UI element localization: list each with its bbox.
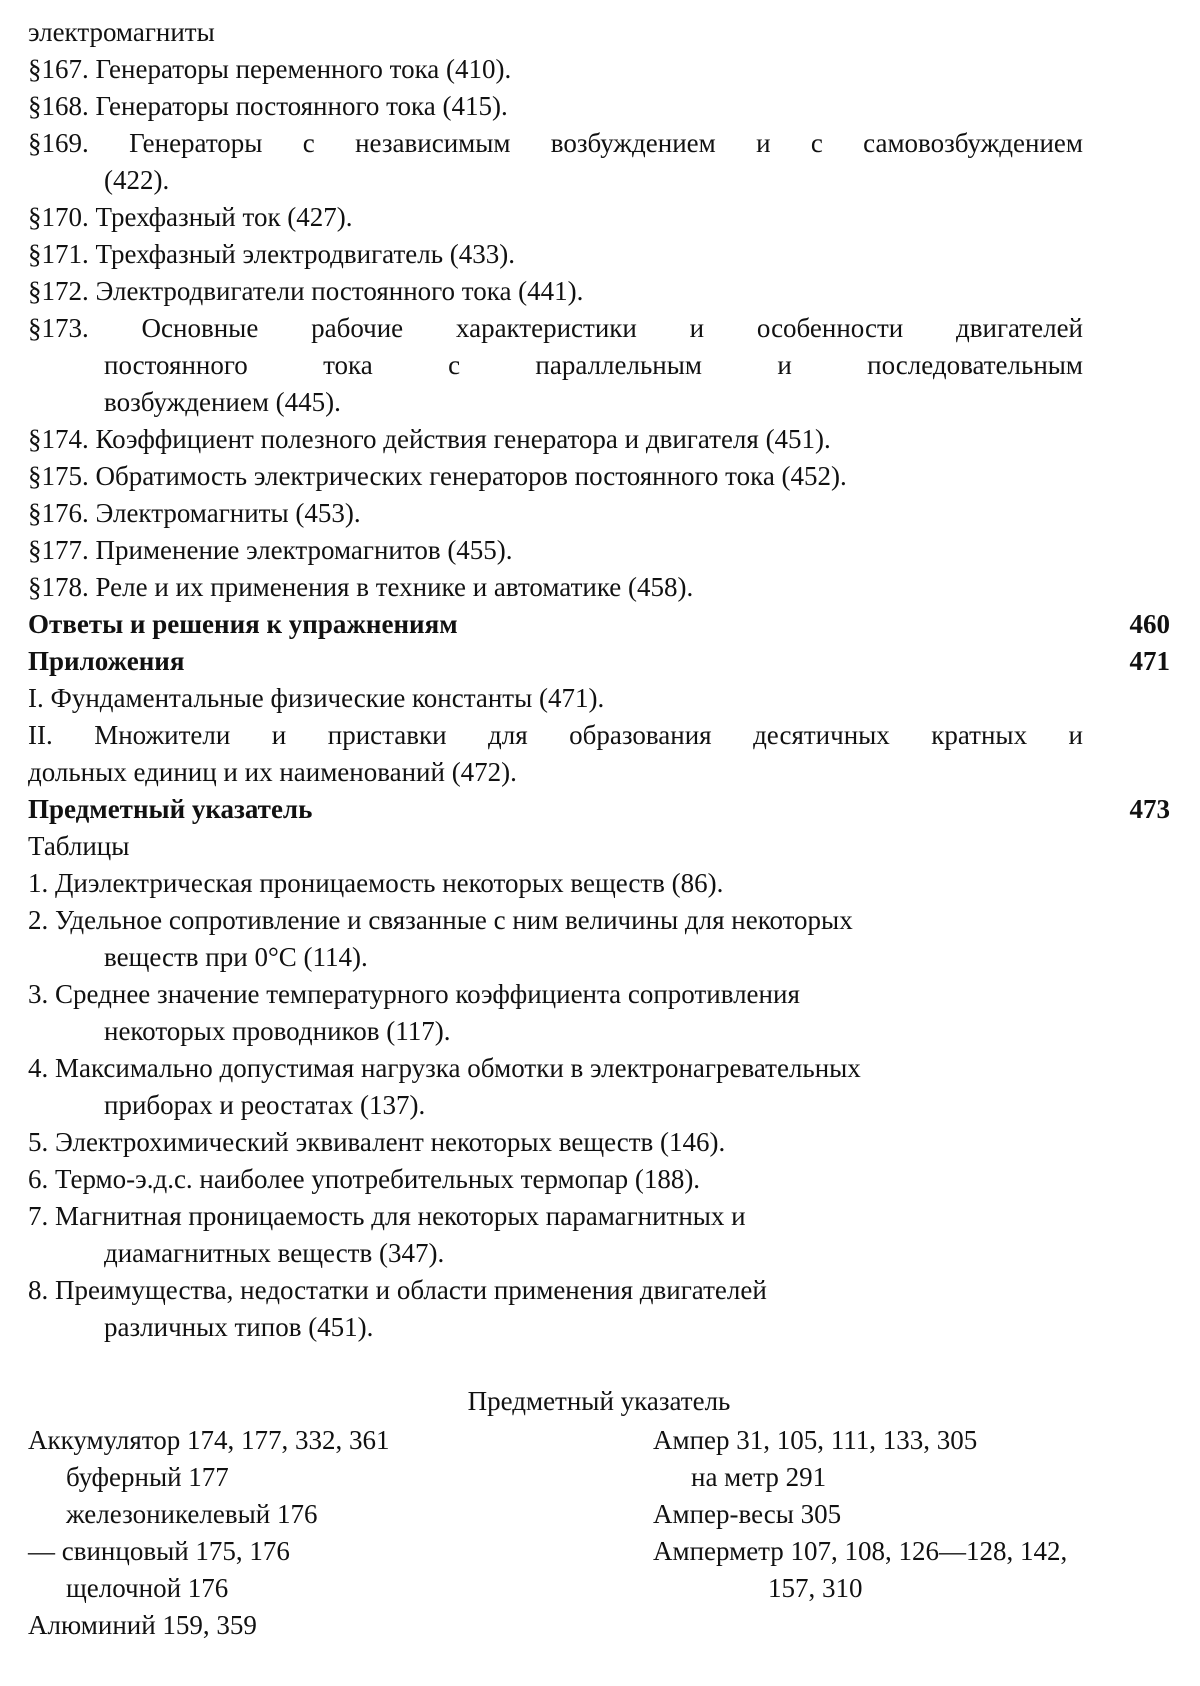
table-list-item [28,1161,1178,1198]
index-entry: Ампер-весы 305 [653,1499,842,1529]
toc-entry-line: §169. Генераторы с независимым возбуждением и с самовозбуждением [28,128,1083,158]
table-list-item [28,902,1178,976]
toc-line: электромагниты [28,17,215,47]
index-column-right [653,1422,1170,1644]
toc-line: §175. Обратимость электрических генераторов постоянного тока (452). [28,461,847,491]
table-item-line: 7. Магнитная проницаемость для некоторых парамагнитных и [28,1201,746,1231]
toc-section-answers [28,606,1170,643]
toc-line: §170. Трехфазный ток (427). [28,202,353,232]
toc-section-label: Ответы и решения к упражнениям [28,609,458,639]
table-item-line: 5. Электрохимический эквивалент некоторых веществ (146). [28,1127,726,1157]
table-item-line: 4. Максимально допустимая нагрузка обмотки в электронагревательных [28,1053,861,1083]
index-subentry: железоникелевый 176 [66,1499,318,1529]
table-list-item [28,1050,1178,1124]
toc-entry-line: §173. Основные рабочие характеристики и особенности двигателей [28,313,1083,343]
toc-entry-continuation: постоянного тока с параллельным и последовательным [104,350,1083,380]
table-item-line: 2. Удельное сопротивление и связанные с ним величины для некоторых [28,905,853,935]
index-entry: Ампер 31, 105, 111, 133, 305 [653,1425,978,1455]
toc-section-appendix [28,643,1170,680]
table-item-continuation: различных типов (451). [104,1312,374,1342]
toc-line: §168. Генераторы постоянного тока (415). [28,91,508,121]
table-item-line: 3. Среднее значение температурного коэффициента сопротивления [28,979,800,1009]
index-subentry: буферный 177 [66,1462,229,1492]
table-list-item [28,1198,1178,1272]
table-list-item [28,1124,1178,1161]
table-item-continuation: некоторых проводников (117). [104,1016,451,1046]
table-item-line: 6. Термо-э.д.с. наиболее употребительных термопар (188). [28,1164,701,1194]
toc-entry-continuation: (422). [104,165,170,195]
index-subentry: щелочной 176 [66,1573,229,1603]
toc-section-subject-index [28,791,1170,828]
table-item-line: 1. Диэлектрическая проницаемость некоторых веществ (86). [28,868,724,898]
toc-line: §176. Электромагниты (453). [28,498,361,528]
index-subentry: — свинцовый 175, 176 [28,1536,290,1566]
toc-line: I. Фундаментальные физические константы (471). [28,683,605,713]
toc-appendix-ii [28,717,1083,791]
index-entry: Аккумулятор 174, 177, 332, 361 [28,1425,390,1455]
table-item-continuation: диамагнитных веществ (347). [104,1238,445,1268]
toc-entry-continuation: возбуждением (445). [104,387,341,417]
toc-entry-line: II. Множители и приставки для образования десятичных кратных и [28,720,1083,750]
table-item-line: 8. Преимущества, недостатки и области применения двигателей [28,1275,767,1305]
toc-line: §177. Применение электромагнитов (455). [28,535,513,565]
toc-section-page: 460 [1129,609,1170,639]
toc-line: §174. Коэффициент полезного действия генератора и двигателя (451). [28,424,831,454]
index-title: Предметный указатель [467,1386,731,1416]
toc-entry-173 [28,310,1083,421]
toc-section-page: 471 [1129,646,1170,676]
index-entry: Алюминий 159, 359 [28,1610,257,1640]
toc-section-label: Предметный указатель [28,794,313,824]
index-column-left [28,1422,653,1644]
table-item-continuation: веществ при 0°С (114). [104,942,368,972]
index-entry: Амперметр 107, 108, 126—128, 142, [653,1536,1068,1566]
table-list-item [28,865,1178,902]
toc-line: §167. Генераторы переменного тока (410). [28,54,512,84]
index-entry-continuation: 157, 310 [768,1573,863,1603]
toc-entry-continuation: дольных единиц и их наименований (472). [28,757,517,787]
tables-heading: Таблицы [28,831,130,861]
toc-line: §172. Электродвигатели постоянного тока (441). [28,276,584,306]
document-page [28,14,1178,1644]
table-list-item [28,976,1178,1050]
index-columns [28,1422,1170,1644]
toc-entry-169 [28,125,1083,199]
table-item-continuation: приборах и реостатах (137). [104,1090,426,1120]
table-list-item [28,1272,1178,1346]
index-subentry: на метр 291 [691,1462,827,1492]
toc-line: §178. Реле и их применения в технике и автоматике (458). [28,572,694,602]
toc-section-page: 473 [1129,794,1170,824]
toc-section-label: Приложения [28,646,185,676]
toc-line: §171. Трехфазный электродвигатель (433). [28,239,516,269]
spacer [28,1346,1178,1383]
